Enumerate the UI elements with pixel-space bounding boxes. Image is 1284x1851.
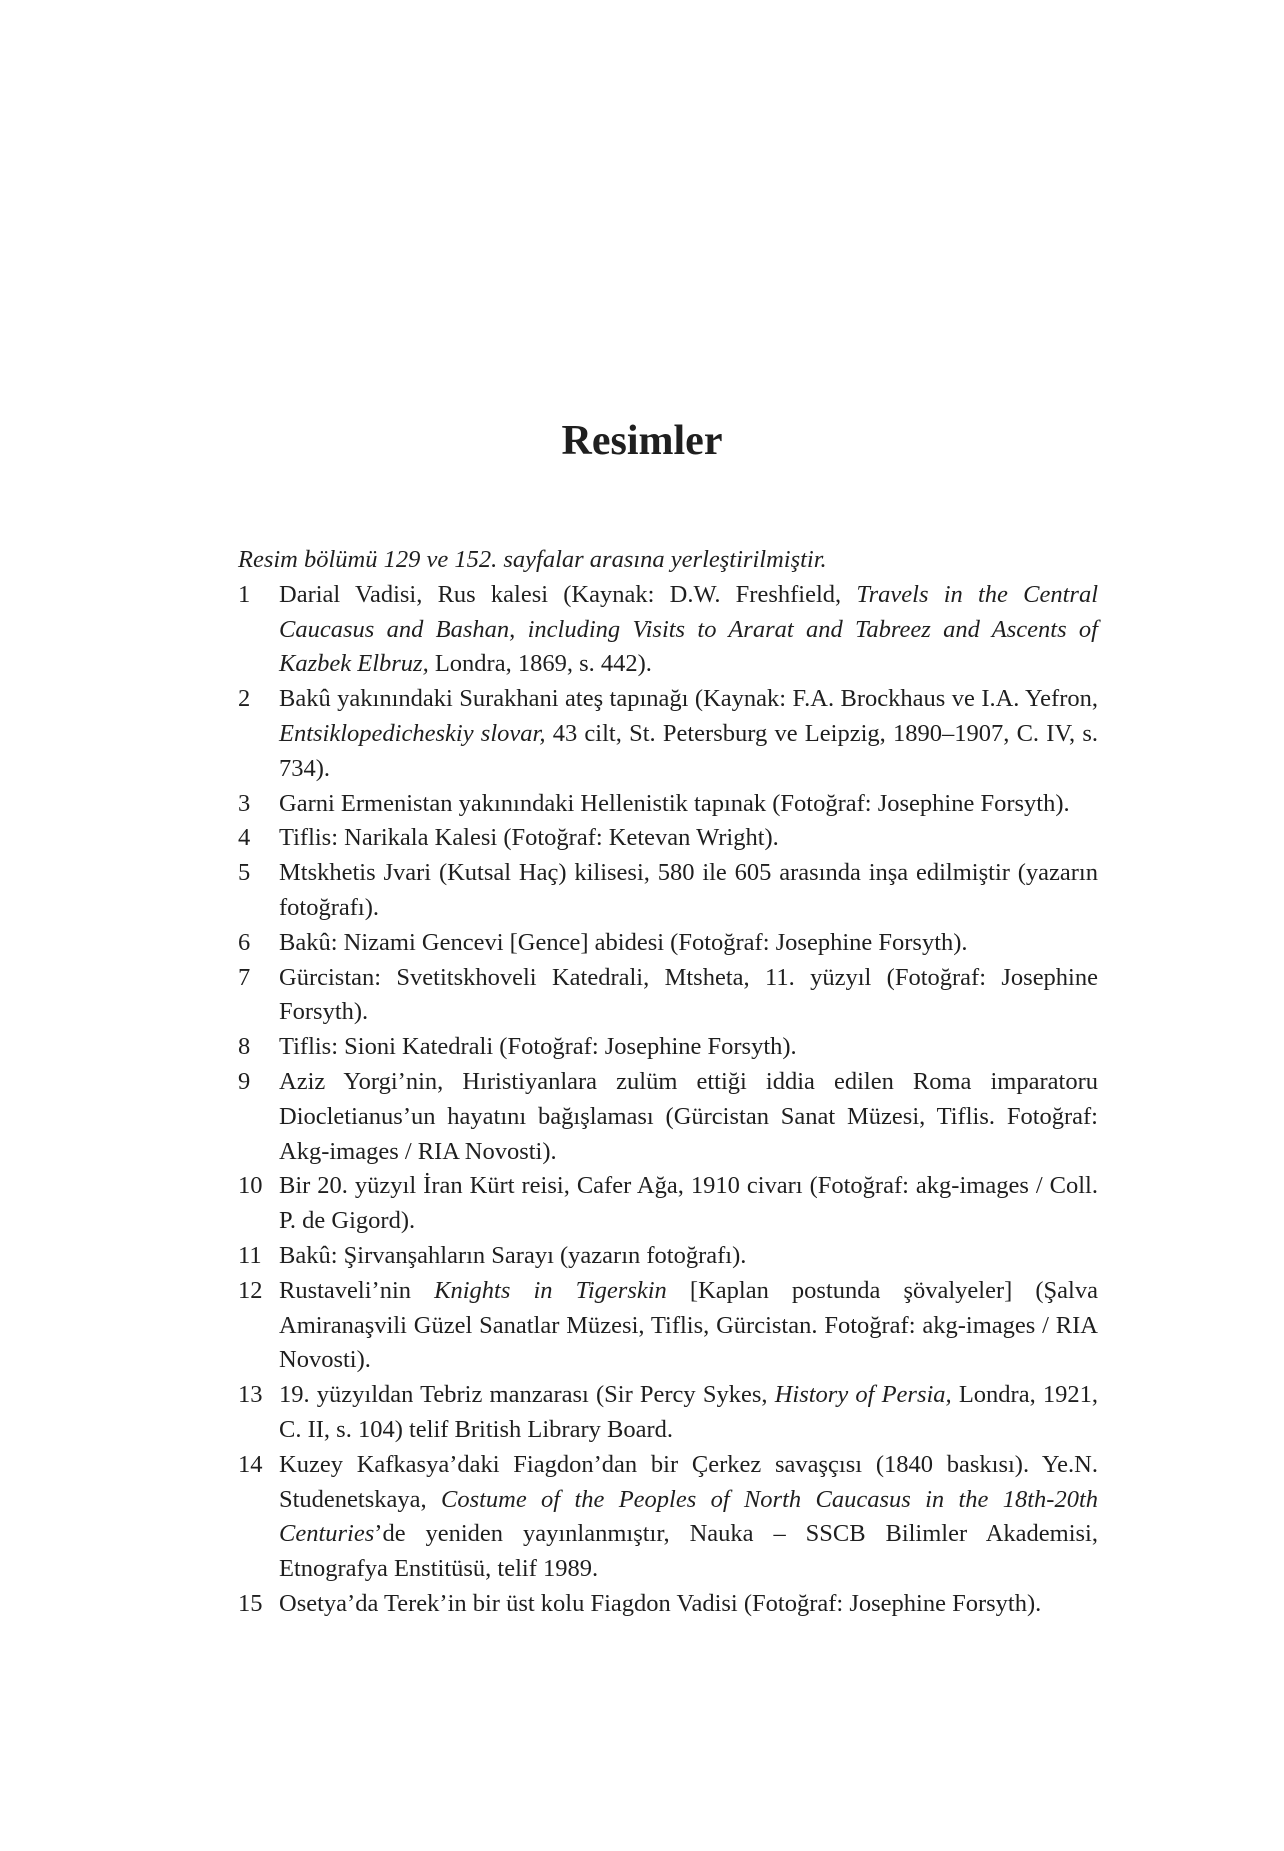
caption-segment: Bakû: Nizami Gencevi [Gence] abidesi (Fotoğraf: Josephine Forsyth). — [279, 928, 968, 956]
figure-list-item — [238, 961, 1098, 1031]
caption-segment: Londra, 1921, C. II, s. 104) telif British Library Board. — [279, 1381, 1099, 1443]
figure-number: 14 — [238, 1450, 263, 1478]
figure-number: 7 — [238, 963, 251, 991]
figure-number: 13 — [238, 1381, 263, 1409]
caption-segment: Darial Vadisi, Rus kalesi (Kaynak: D.W. Freshfield, — [279, 580, 857, 608]
figure-caption — [279, 856, 1098, 926]
figure-list-item — [238, 1239, 1098, 1274]
figure-list — [238, 578, 1098, 1622]
figure-list-item — [238, 682, 1098, 786]
figure-number: 12 — [238, 1276, 263, 1304]
figure-number: 4 — [238, 824, 251, 852]
figure-list-item — [238, 1030, 1098, 1065]
caption-segment: [Kaplan postunda şövalyeler] (Şalva Amiranaşvili Güzel Sanatlar Müzesi, Tiflis, Gürcistan. Fotoğraf: akg-images / RIA Novosti). — [279, 1276, 1098, 1374]
caption-segment: Tiflis: Sioni Katedrali (Fotoğraf: Josephine Forsyth). — [279, 1033, 797, 1061]
figure-caption — [279, 1448, 1098, 1587]
intro-note: Resim bölümü 129 ve 152. sayfalar arasına yerleştirilmiştir. — [238, 546, 827, 573]
figure-list-item — [238, 821, 1098, 856]
caption-italic-segment: Entsiklopedicheskiy slovar, — [279, 719, 546, 747]
caption-segment: Osetya’da Terek’in bir üst kolu Fiagdon Vadisi (Fotoğraf: Josephine Forsyth). — [279, 1589, 1042, 1617]
figure-number: 10 — [238, 1172, 263, 1200]
figure-number: 2 — [238, 685, 251, 713]
figure-list-item — [238, 1169, 1098, 1239]
figure-caption — [279, 1587, 1098, 1622]
caption-segment: Tiflis: Narikala Kalesi (Fotoğraf: Ketevan Wright). — [279, 824, 779, 852]
figure-list-item — [238, 1274, 1098, 1378]
figure-caption — [279, 821, 1098, 856]
figure-caption — [279, 578, 1098, 682]
figure-number: 1 — [238, 580, 251, 608]
caption-segment: Rustaveli’nin — [279, 1276, 435, 1304]
figure-number: 8 — [238, 1033, 251, 1061]
caption-segment: Bakû yakınındaki Surakhani ateş tapınağı (Kaynak: F.A. Brockhaus ve I.A. Yefron, — [279, 685, 1098, 713]
figure-caption — [279, 787, 1098, 822]
figure-list-item — [238, 926, 1098, 961]
figure-caption — [279, 1274, 1098, 1378]
figure-caption — [279, 1378, 1098, 1448]
figure-caption — [279, 926, 1098, 961]
figure-number: 6 — [238, 928, 251, 956]
figure-caption — [279, 682, 1098, 786]
figure-caption — [279, 1030, 1098, 1065]
figure-list-item — [238, 1587, 1098, 1622]
figure-caption — [279, 1169, 1098, 1239]
figure-number: 15 — [238, 1589, 263, 1617]
caption-segment: Aziz Yorgi’nin, Hıristiyanlara zulüm ettiği iddia edilen Roma imparatoru Diocletianus’un hayatını bağışlaması (Gürcistan Sanat Müzesi, Tiflis. Fotoğraf: Akg-images / RIA Novosti). — [279, 1067, 1098, 1165]
figure-number: 3 — [238, 789, 251, 817]
figure-list-item — [238, 856, 1098, 926]
caption-italic-segment: Travels in the Central Caucasus and Bashan, including Visits to Ararat and Tabreez and Ascents of Kazbek Elbruz, — [279, 580, 1099, 678]
caption-segment: Garni Ermenistan yakınındaki Hellenistik tapınak (Fotoğraf: Josephine Forsyth). — [279, 789, 1070, 817]
caption-segment: Mtskhetis Jvari (Kutsal Haç) kilisesi, 580 ile 605 arasında inşa edilmiştir (yazarın fotoğrafı). — [279, 859, 1098, 921]
caption-italic-segment: History of Persia, — [774, 1381, 952, 1409]
caption-italic-segment: Costume of the Peoples of North Caucasus in the 18th-20th Centuries — [279, 1485, 1099, 1548]
figure-list-item — [238, 787, 1098, 822]
figure-list-item — [238, 1448, 1098, 1587]
figure-list-section — [238, 543, 1098, 1622]
caption-segment: Londra, 1869, s. 442). — [428, 650, 652, 678]
caption-segment: Kuzey Kafkasya’daki Fiagdon’dan bir Çerkez savaşçısı (1840 baskısı). Ye.N. Studenetskaya, — [279, 1450, 1098, 1513]
figure-caption — [279, 1239, 1098, 1274]
caption-segment: ’de yeniden yayınlanmıştır, Nauka – SSCB Bilimler Akademisi, Etnografya Enstitüsü, telif 1989. — [279, 1520, 1098, 1583]
figure-list-item — [238, 1065, 1098, 1169]
page-title: Resimler — [561, 418, 723, 465]
caption-segment: Gürcistan: Svetitskhoveli Katedrali, Mtsheta, 11. yüzyıl (Fotoğraf: Josephine Forsyth). — [279, 963, 1098, 1026]
figure-number: 11 — [238, 1241, 262, 1269]
caption-segment: Bir 20. yüzyıl İran Kürt reisi, Cafer Ağa, 1910 civarı (Fotoğraf: akg-images / Coll. P. de Gigord). — [279, 1172, 1098, 1235]
figure-caption — [279, 1065, 1098, 1169]
figure-list-item — [238, 578, 1098, 682]
caption-segment: 19. yüzyıldan Tebriz manzarası (Sir Percy Sykes, — [279, 1381, 775, 1409]
caption-italic-segment: Knights in Tigerskin — [434, 1276, 667, 1304]
figure-caption — [279, 961, 1098, 1031]
figure-list-item — [238, 1378, 1098, 1448]
caption-segment: 43 cilt, St. Petersburg ve Leipzig, 1890–1907, C. IV, s. 734). — [279, 719, 1098, 782]
figure-number: 9 — [238, 1067, 251, 1095]
figure-number: 5 — [238, 859, 251, 887]
caption-segment: Bakû: Şirvanşahların Sarayı (yazarın fotoğrafı). — [279, 1241, 747, 1269]
